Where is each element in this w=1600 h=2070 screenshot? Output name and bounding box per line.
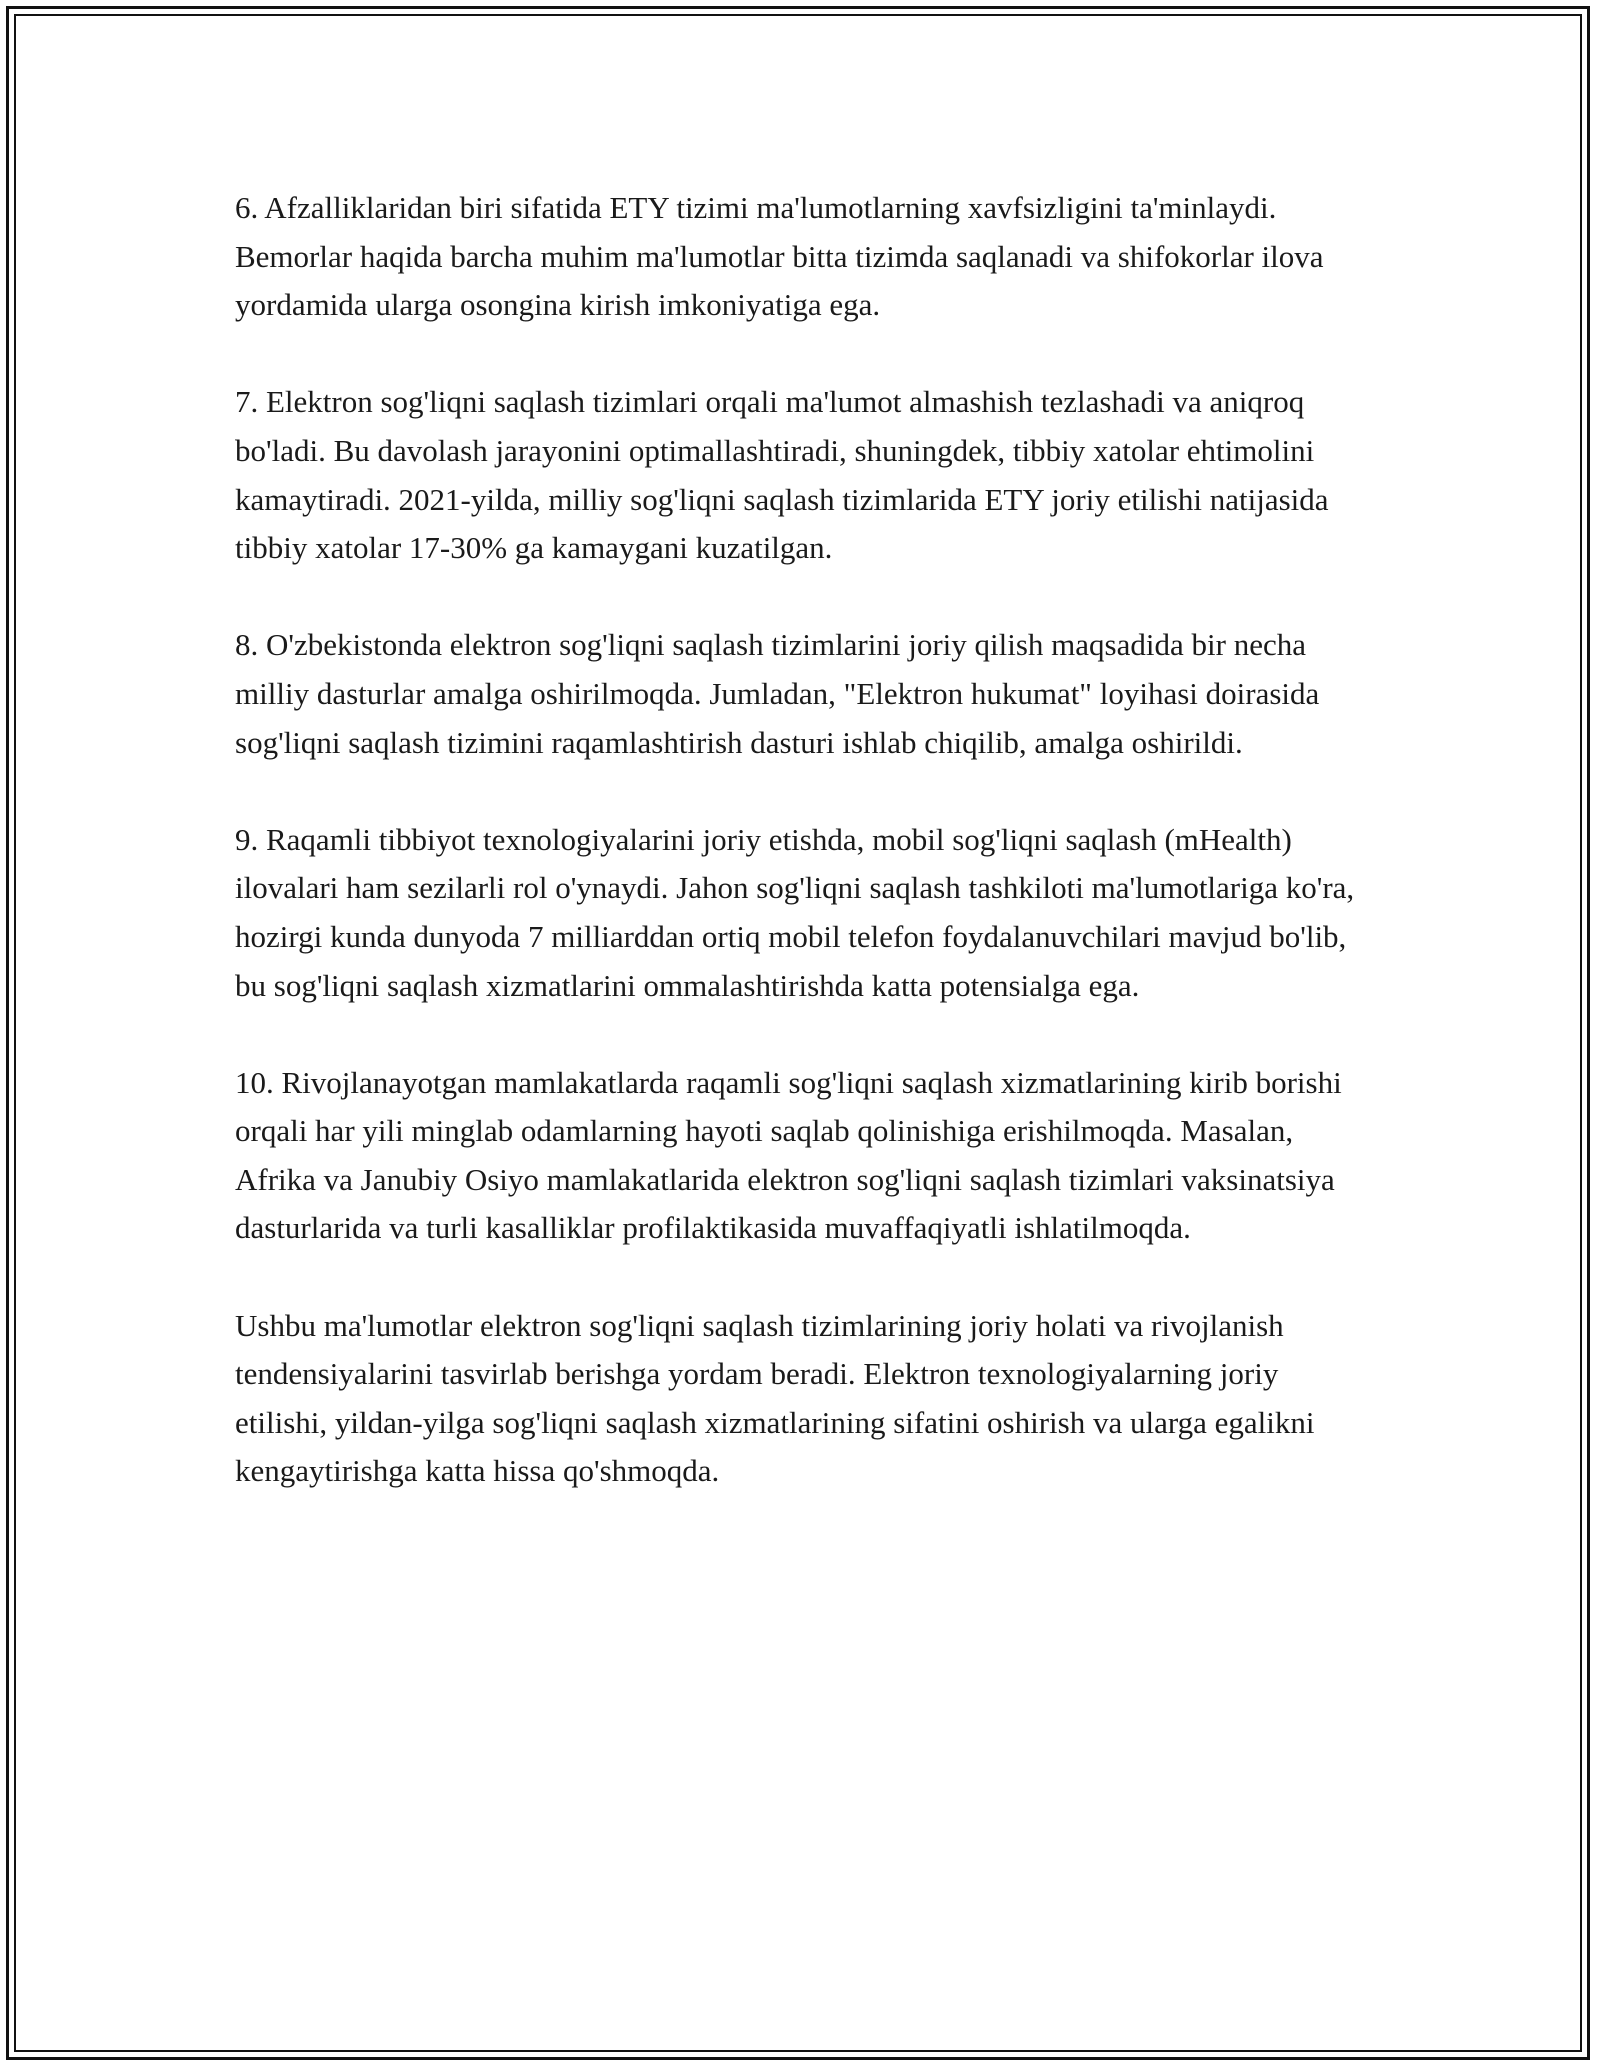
paragraph-10: 10. Rivojlanayotgan mamlakatlarda raqamli sog'liqni saqlash xizmatlarining kirib borishi orqali har yili minglab odamlarning hayoti saqlab qolinishiga erishilmoqda. Masalan, Afrika va Janubiy Osiyo mamlakatlarida elektron sog'liqni saqlash tizimlari vaksinatsiya dasturlarida va turli kasalliklar profilaktikasida muvaffaqiyatli ishlatilmoqda. bbox=[235, 1064, 1342, 1246]
paragraph-6: 6. Afzalliklaridan biri sifatida ETY tizimi ma'lumotlarning xavfsizligini ta'minlaydi. Bemorlar haqida barcha muhim ma'lumotlar bitta tizimda saqlanadi va shifokorlar ilova yordamida ularga osongina kirish imkoniyatiga ega. bbox=[235, 190, 1324, 323]
paragraph-8: 8. O'zbekistonda elektron sog'liqni saqlash tizimlarini joriy qilish maqsadida bir necha milliy dasturlar amalga oshirilmoqda. Jumladan, "Elektron hukumat" loyihasi doirasida sog'liqni saqlash tizimini raqamlashtirish dasturi ishlab chiqilib, amalga oshirildi. bbox=[235, 627, 1320, 760]
paragraph-9: 9. Raqamli tibbiyot texnologiyalarini joriy etishda, mobil sog'liqni saqlash (mHealth) ilovalari ham sezilarli rol o'ynaydi. Jahon sog'liqni saqlash tashkiloti ma'lumotlariga ko'ra, hozirgi kunda dunyoda 7 milliarddan ortiq mobil telefon foydalanuvchilari mavjud bo'lib, bu sog'liqni saqlash xizmatlarini ommalashtirishda katta potensialga ega. bbox=[235, 821, 1355, 1003]
paragraph-7: 7. Elektron sog'liqni saqlash tizimlari orqali ma'lumot almashish tezlashadi va aniqroq bo'ladi. Bu davolash jarayonini optimallashtiradi, shuningdek, tibbiy xatolar ehtimolini kamaytiradi. 2021-yilda, milliy sog'liqni saqlash tizimlarida ETY joriy etilishi natijasida tibbiy xatolar 17-30% ga kamaygani kuzatilgan. bbox=[235, 384, 1329, 566]
document-body bbox=[235, 184, 1375, 1496]
paragraph-summary: Ushbu ma'lumotlar elektron sog'liqni saqlash tizimlarining joriy holati va rivojlanish tendensiyalarini tasvirlab berishga yordam beradi. Elektron texnologiyalarning joriy etilishi, yildan-yilga sog'liqni saqlash xizmatlarining sifatini oshirish va ularga egalikni kengaytirishga katta hissa qo'shmoqda. bbox=[235, 1307, 1315, 1489]
